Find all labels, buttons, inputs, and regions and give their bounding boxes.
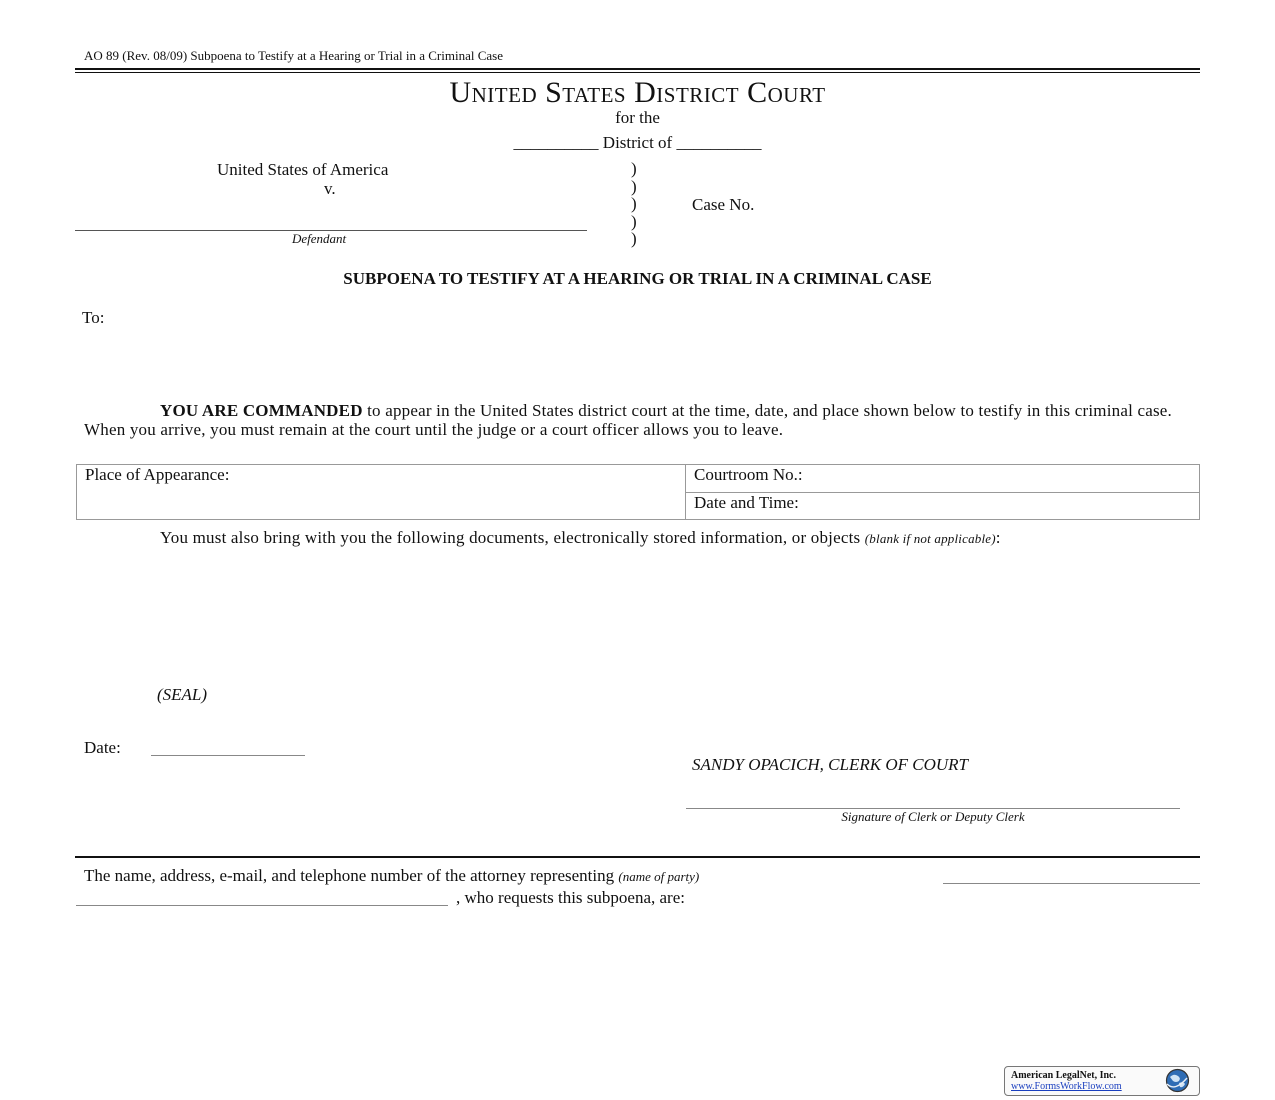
command-text: to appear in the United States district court at the time, date, and place shown below to testify in this criminal case. When you arrive, you must remain at the court until the judge or a court officer allows you to leave. xyxy=(84,401,1172,439)
versus-label: v. xyxy=(324,179,336,198)
seal-label: (SEAL) xyxy=(157,685,208,704)
place-of-appearance-label: Place of Appearance: xyxy=(85,465,230,484)
document-title: SUBPOENA TO TESTIFY AT A HEARING OR TRIAL IN A CRIMINAL CASE xyxy=(343,269,932,288)
documents-text: You must also bring with you the following documents, electronically stored information, or objects xyxy=(160,528,865,547)
caption-bracket: ) xyxy=(631,176,637,196)
caption-bracket: ) xyxy=(631,194,637,213)
logo-company: American LegalNet, Inc. xyxy=(1011,1070,1116,1081)
requesting-party-field[interactable] xyxy=(76,905,448,906)
signature-label: Signature of Clerk or Deputy Clerk xyxy=(841,809,1025,824)
date-time-cell[interactable] xyxy=(686,492,1200,520)
logo-url-link[interactable]: www.FormsWorkFlow.com xyxy=(1011,1081,1122,1092)
plaintiff-name: United States of America xyxy=(217,160,389,179)
date-label: Date: xyxy=(84,738,121,757)
globe-icon xyxy=(1165,1068,1190,1093)
courtroom-label: Courtroom No.: xyxy=(694,465,803,484)
courtroom-cell[interactable] xyxy=(686,465,1200,493)
attorney-section-rule xyxy=(75,856,1200,858)
header-rule-thin xyxy=(75,72,1200,73)
attorney-line-2: , who requests this subpoena, are: xyxy=(456,888,685,907)
date-time-label: Date and Time: xyxy=(694,492,799,512)
header-rule-thick xyxy=(75,68,1200,70)
appearance-table xyxy=(76,464,1200,520)
attorney-text: The name, address, e-mail, and telephone number of the attorney representing xyxy=(84,866,619,885)
documents-note: (blank if not applicable) xyxy=(864,531,996,546)
caption-bracket: ) xyxy=(631,159,637,178)
clerk-name: SANDY OPACICH, CLERK OF COURT xyxy=(692,755,968,774)
footer-logo[interactable] xyxy=(1004,1066,1200,1096)
court-title: United States District Court xyxy=(449,76,826,109)
caption-bracket: ) xyxy=(631,211,637,231)
documents-paragraph xyxy=(84,529,1194,549)
command-paragraph xyxy=(84,402,1194,439)
to-recipient-field[interactable]: To: xyxy=(82,308,105,327)
party-name-field[interactable] xyxy=(943,883,1200,884)
case-number-field[interactable]: Case No. xyxy=(692,195,755,214)
caption-bracket: ) xyxy=(631,229,637,248)
form-id: AO 89 (Rev. 08/09) Subpoena to Testify at a Hearing or Trial in a Criminal Case xyxy=(84,48,503,63)
party-note: (name of party) xyxy=(618,869,700,884)
place-of-appearance-cell[interactable] xyxy=(77,465,686,520)
documents-suffix: : xyxy=(995,528,1001,547)
for-the-label: for the xyxy=(615,108,660,127)
date-field[interactable] xyxy=(151,755,305,756)
attorney-line-1 xyxy=(84,866,699,886)
command-emphasis: YOU ARE COMMANDED xyxy=(160,401,363,420)
caption-brackets xyxy=(631,160,637,248)
defendant-label: Defendant xyxy=(292,231,347,246)
district-field[interactable]: __________ District of __________ xyxy=(513,133,762,152)
